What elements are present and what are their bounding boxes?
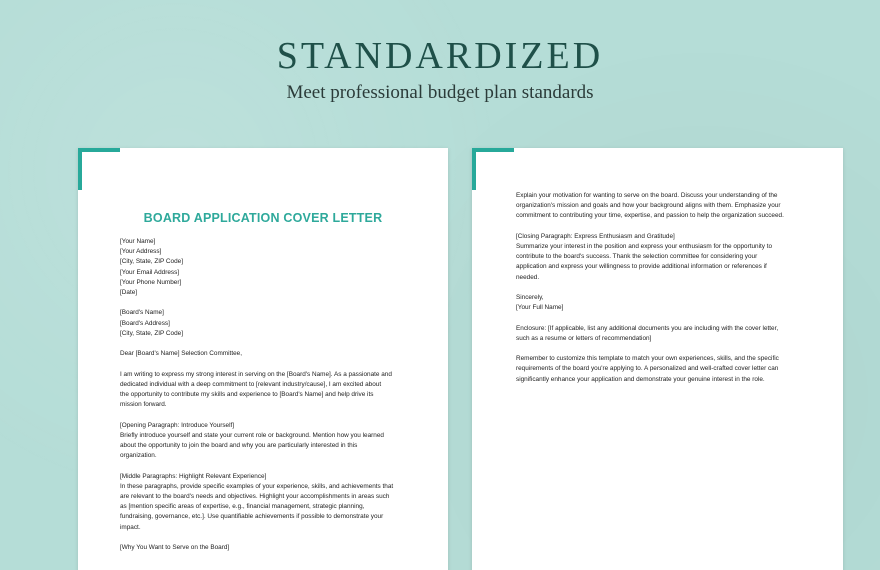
paragraph-line: about the opportunity to join the board and why you are particularly interested in this (120, 442, 358, 449)
sender-line: [City, State, ZIP Code] (120, 258, 183, 266)
sender-line: [Your Address] (120, 248, 162, 256)
paragraph-line: Briefly introduce yourself and state your current role or background. Mention how you learned (120, 431, 384, 439)
salutation (120, 349, 410, 359)
opening-paragraph (120, 421, 410, 462)
letter-body-part-1 (120, 237, 410, 563)
paragraph-line: organization's mission and goals and how your background aligns with them. Emphasize your (516, 202, 781, 210)
sender-line: [Your Email Address] (120, 268, 180, 276)
paragraph-line: In these paragraphs, provide specific examples of your experience, skills, and achievements that (120, 482, 394, 490)
corner-accent-horizontal (78, 148, 120, 152)
intro-paragraph (120, 370, 410, 411)
recipient-block (120, 308, 410, 339)
salutation-line: Dear [Board's Name] Selection Committee, (120, 350, 242, 358)
paragraph-line: requirements of the board you're applying to. A personalized and well-crafted cover letter can (516, 365, 779, 373)
reminder-paragraph (516, 354, 806, 385)
recipient-line: [Board's Address] (120, 319, 170, 327)
paragraph-line: Remember to customize this template to match your own experiences, skills, and the specific (516, 355, 779, 363)
headline: STANDARDIZED (276, 35, 604, 77)
signoff-block (516, 293, 806, 313)
paragraph-line: mission forward. (120, 401, 167, 409)
sender-line: [Your Name] (120, 238, 156, 245)
paragraph-line: significantly enhance your application and demonstrate your genuine interest in the role. (516, 375, 765, 383)
why-heading (120, 543, 410, 553)
motivation-paragraph (516, 191, 806, 222)
paragraph-line: [Closing Paragraph: Express Enthusiasm and Gratitude] (516, 232, 675, 240)
recipient-line: [City, State, ZIP Code] (120, 329, 183, 337)
paragraph-line: are relevant to the board's needs and objectives. Highlight your accomplishments in areas such (120, 493, 390, 500)
subheadline: Meet professional budget plan standards (286, 82, 594, 103)
sender-line: [Date] (120, 289, 138, 297)
signoff-line: [Your Full Name] (516, 304, 564, 312)
paragraph-line: [Opening Paragraph: Introduce Yourself] (120, 421, 235, 429)
paragraph-line: the opportunity to contribute my skills and experience to [Board's Name] and help drive its (120, 391, 374, 398)
closing-paragraph (516, 232, 806, 283)
paragraph-line: fundraising, governance, etc.]. Use quantifiable achievements if possible to demonstrate your (120, 513, 384, 521)
paragraph-line: Enclosure: [If applicable, list any additional documents you are including with the cover letter, (516, 324, 779, 332)
paragraph-line: I am writing to express my strong interest in serving on the [Board's Name]. As a passionate and (120, 370, 392, 378)
document-page-1 (78, 148, 448, 570)
paragraph-line: Summarize your interest in the position and express your enthusiasm for the opportunity to (516, 243, 773, 250)
enclosure-paragraph (516, 324, 806, 344)
paragraph-line: impact. (120, 523, 141, 531)
paragraph-line: contribute to the board's success. Thank the selection committee for considering your (516, 253, 758, 261)
corner-accent-vertical (78, 148, 82, 190)
sender-block (120, 237, 410, 298)
paragraph-line: [Middle Paragraphs: Highlight Relevant Experience] (120, 472, 267, 480)
recipient-line: [Board's Name] (120, 309, 164, 317)
paragraph-line: such as a resume or letters of recommendation] (516, 334, 652, 342)
letter-body-part-2 (516, 191, 806, 395)
middle-paragraph (120, 472, 410, 533)
paragraph-line: application and express your willingness to provide additional information or references if (516, 263, 767, 271)
paragraph-line: Explain your motivation for wanting to serve on the board. Discuss your understanding of the (516, 192, 778, 199)
document-title: BOARD APPLICATION COVER LETTER (143, 211, 383, 225)
paragraph-line: commitment to contributing your time, expertise, and passion to help the organization succeed. (516, 212, 784, 220)
sender-line: [Your Phone Number] (120, 278, 182, 286)
paragraph-line: needed. (516, 273, 540, 281)
corner-accent-horizontal (472, 148, 514, 152)
paragraph-line: dedicated individual with a deep commitment to [relevant industry/cause], I am excited about (120, 380, 382, 388)
corner-accent-vertical (472, 148, 476, 190)
document-page-2 (472, 148, 843, 570)
signoff-line: Sincerely, (516, 294, 544, 301)
paragraph-line: [Why You Want to Serve on the Board] (120, 544, 230, 551)
paragraph-line: organization. (120, 452, 157, 460)
paragraph-line: as [mention specific areas of expertise, e.g., financial management, strategic planning, (120, 503, 365, 511)
